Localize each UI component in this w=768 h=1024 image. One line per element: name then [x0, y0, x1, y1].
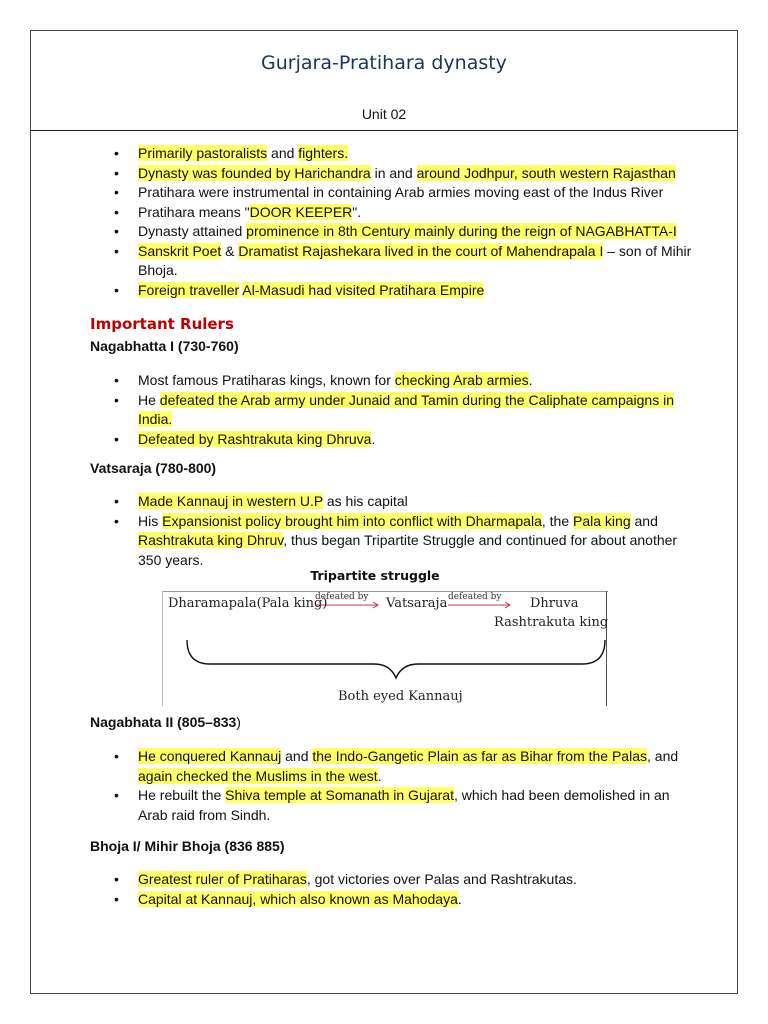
- list-item: [114, 391, 694, 430]
- text-segment: ".: [352, 203, 362, 220]
- text-segment: .: [371, 430, 376, 447]
- text-segment: His: [138, 512, 163, 529]
- list-item: [114, 183, 694, 203]
- rashtrakuta-king-label: Rashtrakuta king: [494, 615, 609, 630]
- text-segment: , got victories over Palas and Rashtrakutas.: [306, 871, 577, 887]
- tripartite-struggle-diagram: [160, 568, 610, 708]
- nagabhatta1-heading: Nagabhatta I (730-760): [90, 338, 239, 354]
- vatsaraja-label: Vatsaraja: [386, 596, 448, 611]
- highlighted-text: Foreign traveller: [138, 281, 240, 298]
- list-item: [114, 786, 694, 825]
- text-segment: He: [138, 391, 160, 408]
- highlighted-text: Rashtrakuta king Dhruv: [138, 532, 284, 548]
- text-segment: , and: [647, 748, 679, 764]
- highlighted-text: Dramatist Rajashekara lived in the court of Mahendrapala I: [238, 242, 604, 259]
- highlighted-text: fighters.: [298, 145, 349, 161]
- pala-king-label: Dharamapala(Pala king): [168, 596, 328, 611]
- vatsaraja-list: [114, 492, 694, 570]
- list-item: [114, 281, 694, 301]
- defeated-by-label-1: defeated by: [315, 592, 369, 602]
- text-segment: and: [630, 512, 658, 529]
- text-segment: Pratihara were instrumental in containing Arab armies moving east of the Indus River: [138, 184, 664, 200]
- both-eyed-kannauj-label: Both eyed Kannauj: [338, 689, 463, 704]
- unit-label: Unit 02: [361, 106, 407, 122]
- highlighted-text: Made Kannauj in western U.P: [138, 493, 323, 509]
- text-segment: – son of Mihir Bhoja.: [138, 242, 692, 278]
- nagabhatta1-list: [114, 371, 694, 449]
- list-item: [114, 222, 694, 242]
- list-item: [114, 492, 694, 512]
- highlighted-text: Expansionist policy brought him into conflict with Dharmapala: [162, 512, 542, 529]
- highlighted-text: around Jodhpur, south western Rajasthan: [416, 164, 676, 181]
- text-segment: , thus began Tripartite Struggle and continued for about another 350 years.: [138, 532, 678, 568]
- list-item: [114, 747, 694, 786]
- text-segment: as his capital: [322, 493, 408, 509]
- important-rulers-heading: Important Rulers: [90, 315, 234, 333]
- header-divider: [30, 130, 738, 131]
- text-segment: Most famous Pratiharas kings, known for: [138, 372, 395, 388]
- diagram-title: Tripartite struggle: [310, 568, 440, 583]
- highlighted-text: Greatest ruler of Pratiharas: [138, 871, 307, 887]
- nagabhatta2-heading-paren: ): [236, 714, 241, 730]
- highlighted-text: checking Arab armies: [394, 372, 529, 388]
- highlighted-text: defeated the Arab army under Junaid and Tamin during the Caliphate campaigns in India.: [138, 391, 674, 427]
- text-segment: .: [457, 890, 462, 907]
- highlighted-text: Al-Masudi had visited Pratihara Empire: [242, 281, 485, 298]
- highlighted-text: Primarily pastoralists: [138, 145, 268, 161]
- nagabhatta2-heading-bold: Nagabhata II (805–833: [90, 714, 237, 730]
- nagabhatta2-list: [114, 747, 694, 825]
- list-item: [114, 144, 694, 164]
- text-segment: , which had been demolished in an Arab raid from Sindh.: [138, 787, 670, 823]
- list-item: [114, 430, 694, 450]
- bhoja-list: [114, 870, 694, 909]
- highlighted-text: the Indo-Gangetic Plain as far as Bihar from the Palas: [312, 748, 647, 764]
- document-title: Gurjara-Pratihara dynasty: [261, 52, 507, 74]
- list-item: [114, 890, 694, 910]
- highlighted-text: He conquered Kannauj: [138, 748, 282, 764]
- vatsaraja-heading: Vatsaraja (780-800): [90, 460, 217, 476]
- highlighted-text: Sanskrit Poet: [138, 242, 222, 259]
- list-item: [114, 512, 694, 571]
- dhruva-label: Dhruva: [530, 596, 579, 611]
- text-segment: He rebuilt the: [138, 787, 226, 803]
- nagabhatta2-heading: [90, 714, 241, 730]
- text-segment: in and: [370, 164, 417, 181]
- highlighted-text: Pala king: [573, 512, 631, 529]
- text-segment: Dynasty attained: [138, 223, 247, 239]
- highlighted-text: Capital at Kannauj, which also known as Mahodaya: [138, 890, 458, 907]
- list-item: [114, 164, 694, 184]
- intro-list: [114, 144, 694, 300]
- text-segment: &: [221, 242, 239, 259]
- text-segment: , the: [541, 512, 574, 529]
- diagram-graphics: [160, 568, 610, 708]
- list-item: [114, 242, 694, 281]
- list-item: [114, 371, 694, 391]
- defeated-by-label-2: defeated by: [448, 592, 502, 602]
- text-segment: and: [281, 748, 313, 764]
- text-segment: .: [528, 372, 533, 388]
- brace: [187, 640, 605, 678]
- highlighted-text: Defeated by Rashtrakuta king Dhruva: [138, 430, 372, 447]
- highlighted-text: prominence in 8th Century mainly during the reign of NAGABHATTA-I: [246, 223, 677, 239]
- bhoja-heading: Bhoja I/ Mihir Bhoja (836 885): [90, 838, 285, 854]
- highlighted-text: Shiva temple at Somanath in Gujarat: [225, 787, 454, 803]
- text-segment: .: [377, 767, 382, 784]
- highlighted-text: again checked the Muslims in the west: [138, 767, 378, 784]
- text-segment: and: [267, 145, 299, 161]
- highlighted-text: DOOR KEEPER: [249, 203, 353, 220]
- text-segment: Pratihara means ": [138, 203, 250, 220]
- list-item: [114, 870, 694, 890]
- list-item: [114, 203, 694, 223]
- highlighted-text: Dynasty was founded by Harichandra: [138, 164, 371, 181]
